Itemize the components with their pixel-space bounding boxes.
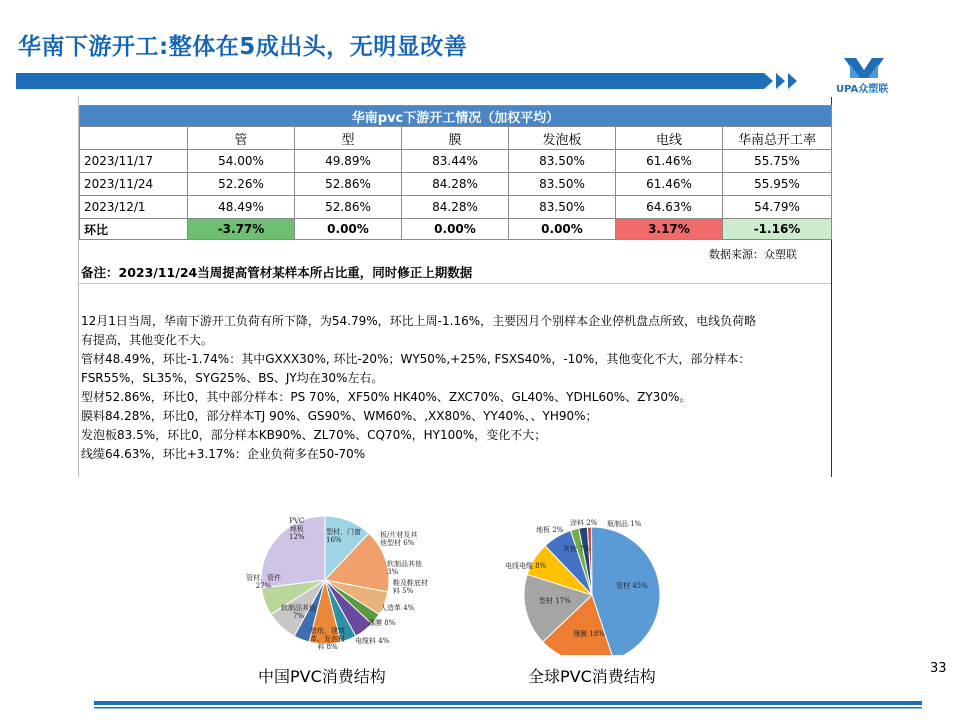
paragraph-line: 12月1日当周，华南下游开工负荷有所下降，为54.79%，环比上周-1.16%，主要因月个别样本企业停机盘点所致，电线负荷略 bbox=[81, 314, 757, 328]
table-cell: 52.86% bbox=[295, 196, 402, 219]
table-cell: 83.50% bbox=[509, 196, 616, 219]
pie-label: 薄膜 18% bbox=[573, 630, 605, 638]
table-cell: 2023/12/1 bbox=[80, 196, 188, 219]
table-cell: 64.63% bbox=[616, 196, 723, 219]
pie-label: PVC 地板 12% bbox=[289, 517, 305, 541]
table-header: 膜 bbox=[402, 127, 509, 150]
table-cell: 61.46% bbox=[616, 150, 723, 173]
table-cell: 52.26% bbox=[188, 173, 295, 196]
table-caption-row bbox=[80, 106, 832, 127]
global-chart-caption: 全球PVC消费结构 bbox=[528, 667, 656, 686]
pie-label: 型材 17% bbox=[539, 597, 571, 605]
paragraph-line: 管材48.49%，环比-1.74%：其中GXXX30%, 环比-20%；WY50%,+25%, FSXS40%，-10%，其他变化不大，部分样本： bbox=[81, 352, 751, 366]
table-cell: 61.46% bbox=[616, 173, 723, 196]
pie-label: 涂料 2% bbox=[570, 519, 598, 527]
table-cell: 55.75% bbox=[723, 150, 832, 173]
paragraph-line: 有提高，其他变化不大。 bbox=[81, 333, 214, 347]
table-row bbox=[80, 173, 832, 196]
chevron-decoration bbox=[776, 73, 785, 89]
paragraph-line: 线缆64.63%，环比+3.17%：企业负荷多在50-70% bbox=[81, 447, 366, 461]
paragraph-line: 膜料84.28%，环比0，部分样本TJ 90%、GS90%、WM60%、,XX80%、YY40%、、YH90%； bbox=[81, 409, 598, 423]
chevron-decoration bbox=[788, 73, 797, 89]
note: 备注：2023/11/24当周提高管材某样本所占比重，同时修正上期数据 bbox=[81, 265, 473, 280]
table-row bbox=[80, 150, 832, 173]
table-cell: 84.28% bbox=[402, 173, 509, 196]
pie-label: 其他 7% bbox=[563, 545, 591, 553]
title-bar bbox=[16, 73, 764, 89]
chevron-decoration bbox=[764, 73, 773, 89]
pie-label: 鞋及鞋底材 料 5% bbox=[393, 579, 428, 595]
footer-lines bbox=[94, 701, 922, 711]
pie-label: 壁纸、建筑 革、发泡材 料 8% bbox=[310, 627, 345, 651]
pie-label: 电缆料 4% bbox=[355, 637, 390, 645]
change-cell: 0.00% bbox=[295, 219, 402, 240]
table-header-row bbox=[80, 127, 832, 150]
change-cell: 0.00% bbox=[509, 219, 616, 240]
pie-label: 管材、管件 27% bbox=[246, 574, 281, 590]
page-title: 华南下游开工:整体在5成出头，无明显改善 bbox=[18, 34, 468, 60]
pie-label: 型材、门窗 16% bbox=[326, 528, 361, 544]
table-cell: 54.79% bbox=[723, 196, 832, 219]
change-cell: 3.17% bbox=[616, 219, 723, 240]
table-header: 管 bbox=[188, 127, 295, 150]
table-caption: 华南pvc下游开工情况（加权平均） bbox=[80, 106, 832, 127]
table-cell: 83.50% bbox=[509, 173, 616, 196]
pie-label: 板/片材及其 他型材 6% bbox=[380, 531, 418, 547]
paragraph-line: FSR55%，SL35%，SYG25%、BS、JY均在30%左右。 bbox=[81, 371, 384, 385]
pie-label: 地板 2% bbox=[536, 526, 564, 534]
change-cell: 0.00% bbox=[402, 219, 509, 240]
table-header: 电线 bbox=[616, 127, 723, 150]
pie-label: 电线电缆 8% bbox=[505, 562, 547, 570]
table-cell: 55.95% bbox=[723, 173, 832, 196]
divider bbox=[79, 283, 831, 284]
table-row bbox=[80, 196, 832, 219]
pie-label: 薄膜 8% bbox=[368, 619, 396, 627]
change-cell: -1.16% bbox=[723, 219, 832, 240]
pie-label: 管材 45% bbox=[616, 582, 648, 590]
page-number: 33 bbox=[930, 661, 947, 676]
table-header bbox=[80, 127, 188, 150]
table-cell: 2023/11/17 bbox=[80, 150, 188, 173]
table-header: 发泡板 bbox=[509, 127, 616, 150]
pie-label: 软制品其他 3% bbox=[387, 560, 422, 576]
change-row bbox=[80, 219, 832, 240]
pie-label: 瓶制品 1% bbox=[607, 520, 642, 528]
table-cell: 49.89% bbox=[295, 150, 402, 173]
table-cell: 83.50% bbox=[509, 150, 616, 173]
table-header: 华南总开工率 bbox=[723, 127, 832, 150]
paragraph-line: 型材52.86%，环比0，其中部分样本：PS 70%，XF50% HK40%、ZXC70%、GL40%、YDHL60%、ZY30%。 bbox=[81, 390, 692, 404]
table-cell: 83.44% bbox=[402, 150, 509, 173]
table-header: 型 bbox=[295, 127, 402, 150]
table-cell: 48.49% bbox=[188, 196, 295, 219]
change-label: 环比 bbox=[80, 219, 188, 240]
operating-rate-table bbox=[79, 105, 832, 240]
pie-label: 人造革 4% bbox=[380, 604, 415, 612]
china-chart-caption: 中国PVC消费结构 bbox=[258, 667, 386, 686]
table-cell: 52.86% bbox=[295, 173, 402, 196]
table-cell: 2023/11/24 bbox=[80, 173, 188, 196]
table-cell: 84.28% bbox=[402, 196, 509, 219]
paragraph-line: 发泡板83.5%，环比0，部分样本KB90%、ZL70%、CQ70%，HY100%，变化不大； bbox=[81, 428, 547, 442]
table-cell: 54.00% bbox=[188, 150, 295, 173]
data-source: 数据来源：众塑联 bbox=[709, 248, 797, 261]
change-cell: -3.77% bbox=[188, 219, 295, 240]
logo-text: UPA众塑联 bbox=[836, 84, 889, 95]
data-panel bbox=[78, 97, 832, 477]
pie-label: 软制品其他 7% bbox=[281, 604, 316, 620]
